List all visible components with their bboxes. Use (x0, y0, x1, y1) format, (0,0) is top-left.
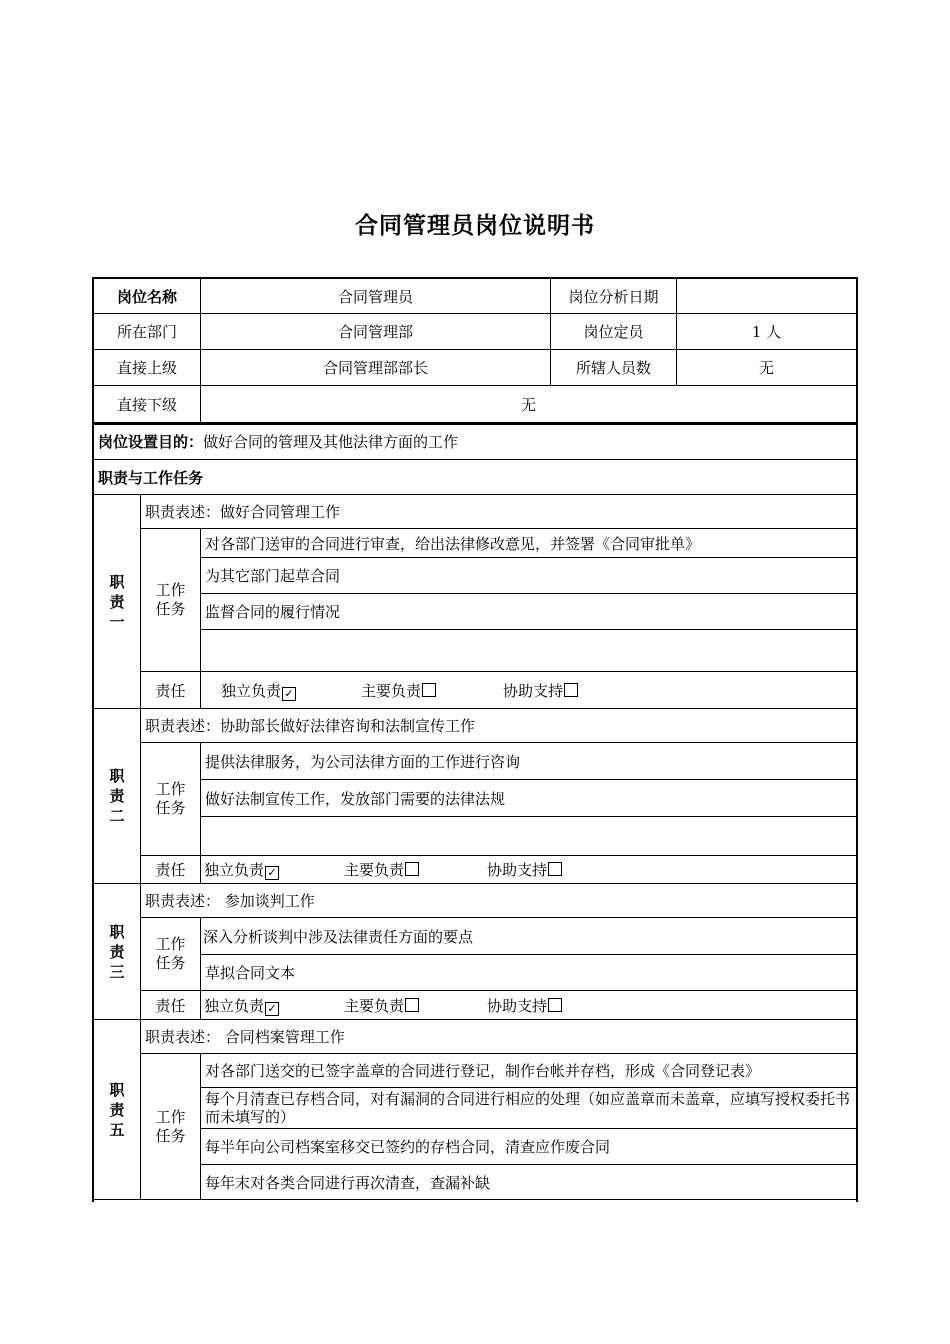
duty-3-task-label: 工作 任务 (140, 917, 201, 991)
subordinate-label: 直接下级 (93, 385, 201, 424)
staff-count-label: 所辖人员数 (550, 349, 677, 386)
duty-2-task (200, 816, 857, 856)
purpose-text: 做好合同的管理及其他法律方面的工作 (203, 433, 459, 451)
duty-2-resp-label: 责任 (140, 855, 201, 884)
duty-2-task-label: 工作 任务 (140, 742, 201, 856)
headcount-label: 岗位定员 (550, 313, 677, 350)
duty-1-description: 职责表述：做好合同管理工作 (140, 494, 857, 529)
duty-2-description: 职责表述：协助部长做好法律咨询和法制宣传工作 (140, 708, 857, 743)
duty-1-task: 监督合同的履行情况 (200, 593, 857, 630)
analysis-date-label: 岗位分析日期 (550, 278, 677, 314)
duty-1-resp-label: 责任 (140, 671, 201, 709)
checkbox-icon (564, 683, 578, 697)
purpose-label: 岗位设置目的： (98, 433, 204, 451)
department-label: 所在部门 (93, 313, 201, 350)
duty-3-responsibility: 独立负责 ✓ 主要负责 协助支持 (200, 990, 857, 1020)
duty-2-responsibility: 独立负责 ✓ 主要负责 协助支持 (200, 855, 857, 884)
duty-5-task: 对各部门送交的已签字盖章的合同进行登记，制作台帐并存档，形成《合同登记表》 (200, 1053, 857, 1088)
duty-5-description: 职责表述： 合同档案管理工作 (140, 1019, 857, 1054)
position-name-value: 合同管理员 (200, 278, 551, 314)
analysis-date-value (676, 278, 857, 314)
department-value: 合同管理部 (200, 313, 551, 350)
duty-3-description: 职责表述： 参加谈判工作 (140, 883, 857, 918)
duties-header: 职责与工作任务 (93, 459, 857, 495)
checked-box-icon: ✓ (265, 1002, 279, 1016)
duty-5-task: 每半年向公司档案室移交已签约的存档合同，清查应作废合同 (200, 1128, 857, 1165)
duty-1-task (200, 629, 857, 672)
checked-box-icon: ✓ (282, 687, 296, 701)
subordinate-value: 无 (200, 385, 857, 424)
duty-3-resp-label: 责任 (140, 990, 201, 1020)
duty-1-heading: 职 责 一 (93, 494, 141, 709)
duty-2-task: 提供法律服务，为公司法律方面的工作进行咨询 (200, 742, 857, 780)
duty-2-heading: 职 责 二 (93, 708, 141, 884)
duty-3-task: 深入分析谈判中涉及法律责任方面的要点 (200, 917, 857, 955)
purpose-row (93, 423, 857, 460)
checkbox-icon (405, 998, 419, 1012)
checked-box-icon: ✓ (265, 866, 279, 880)
duty-5-task-label: 工作 任务 (140, 1053, 201, 1200)
duty-5-heading: 职 责 五 (93, 1019, 141, 1200)
headcount-value: 1 人 (676, 313, 857, 350)
duty-3-heading: 职 责 三 (93, 883, 141, 1020)
staff-count-value: 无 (676, 349, 857, 386)
checkbox-icon (422, 683, 436, 697)
duty-1-task: 为其它部门起草合同 (200, 557, 857, 594)
duty-5-task: 每年末对各类合同进行再次清查，查漏补缺 (200, 1164, 857, 1200)
superior-value: 合同管理部部长 (200, 349, 551, 386)
duty-3-task: 草拟合同文本 (200, 954, 857, 991)
superior-label: 直接上级 (93, 349, 201, 386)
page-title: 合同管理员岗位说明书 (355, 212, 595, 239)
position-name-label: 岗位名称 (93, 278, 201, 314)
duty-1-responsibility: 独立负责 ✓ 主要负责 协助支持 (200, 671, 857, 709)
duty-1-task: 对各部门送审的合同进行审查，给出法律修改意见，并签署《合同审批单》 (200, 528, 857, 558)
duty-5-task: 每个月清查已存档合同，对有漏洞的合同进行相应的处理（如应盖章而未盖章，应填写授权委托书而未填写的） (200, 1087, 857, 1129)
duty-2-task: 做好法制宣传工作，发放部门需要的法律法规 (200, 779, 857, 817)
checkbox-icon (548, 998, 562, 1012)
checkbox-icon (548, 862, 562, 876)
checkbox-icon (405, 862, 419, 876)
duty-1-task-label: 工作 任务 (140, 528, 201, 672)
